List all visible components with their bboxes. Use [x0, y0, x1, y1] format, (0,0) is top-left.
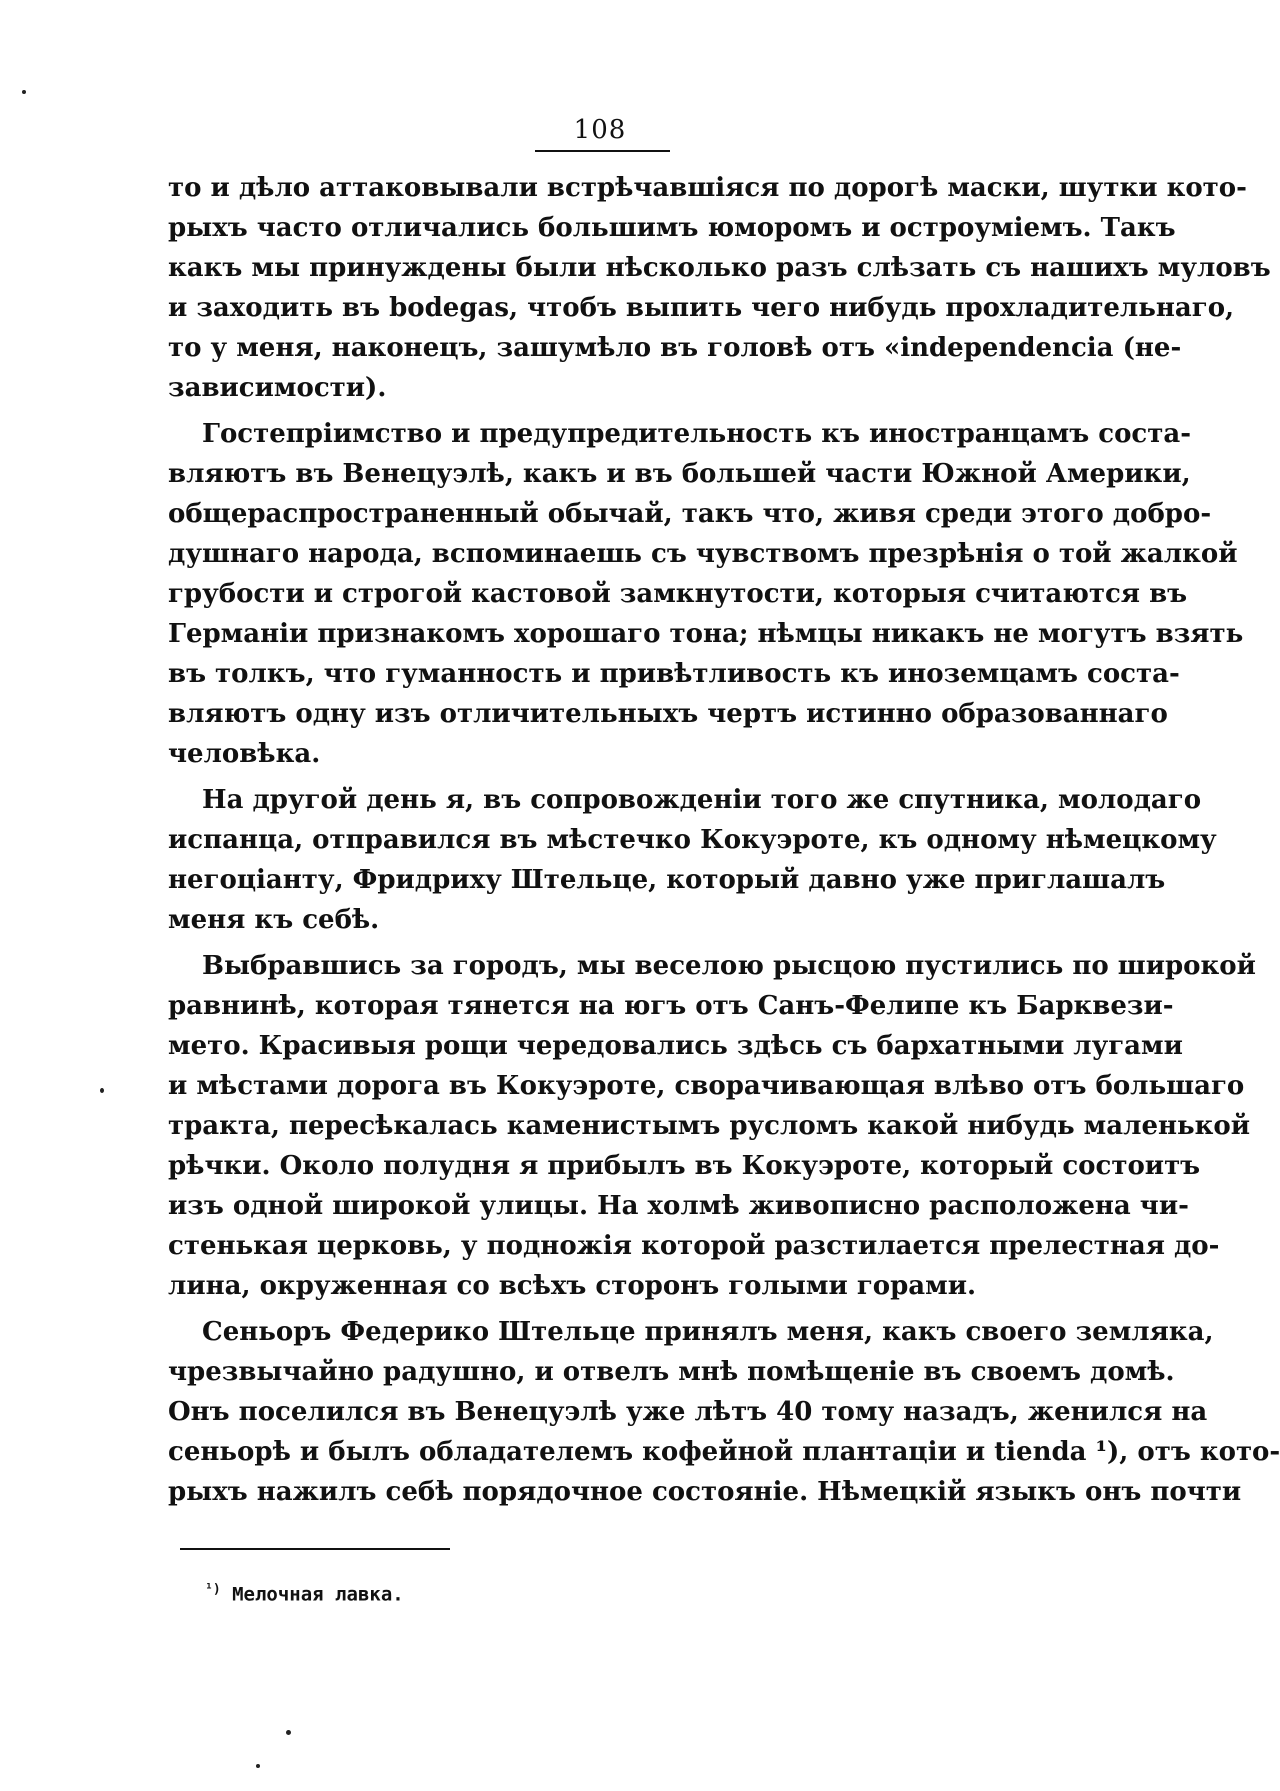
footnote-divider	[180, 1548, 450, 1550]
paragraph	[168, 946, 1256, 1306]
paragraph	[168, 168, 1271, 408]
text-line: вляютъ въ Венецуэлѣ, какъ и въ большей части Южной Америки,	[168, 459, 1191, 489]
paragraph	[168, 1312, 1280, 1512]
footnote-text: Мелочная лавка.	[232, 1583, 404, 1606]
text-line: рыхъ часто отличались большимъ юморомъ и остроуміемъ. Такъ	[168, 213, 1176, 243]
scan-speck	[256, 1764, 260, 1768]
text-line: зависимости).	[168, 373, 387, 403]
scan-speck	[286, 1730, 291, 1735]
footnote	[205, 1575, 404, 1609]
text-line: сеньорѣ и былъ обладателемъ кофейной плантаціи и tienda ¹), отъ кото-	[168, 1437, 1280, 1467]
text-line: равнинѣ, которая тянется на югъ отъ Санъ-Фелипе къ Барквези-	[168, 991, 1174, 1021]
scan-speck	[22, 90, 26, 94]
text-line: рѣчки. Около полудня я прибылъ въ Кокуэроте, который состоитъ	[168, 1151, 1201, 1181]
text-line: въ толкъ, что гуманность и привѣтливость къ иноземцамъ соста-	[168, 659, 1180, 689]
text-line: изъ одной широкой улицы. На холмѣ живописно расположена чи-	[168, 1191, 1189, 1221]
text-line: чрезвычайно радушно, и отвелъ мнѣ помѣщеніе въ своемъ домѣ.	[168, 1357, 1175, 1387]
text-line: то у меня, наконецъ, зашумѣло въ головѣ отъ «independencia (не-	[168, 333, 1182, 363]
text-line: Онъ поселился въ Венецуэлѣ уже лѣтъ 40 тому назадъ, женился на	[168, 1397, 1208, 1427]
text-line: Гостепріимство и предупредительность къ иностранцамъ соста-	[202, 419, 1192, 449]
scan-speck	[100, 1088, 104, 1093]
body-text	[168, 168, 1280, 1512]
text-line: общераспространенный обычай, такъ что, живя среди этого добро-	[168, 499, 1212, 529]
text-line: вляютъ одну изъ отличительныхъ чертъ истинно образованнаго	[168, 699, 1168, 729]
text-line: и мѣстами дорога въ Кокуэроте, сворачивающая влѣво отъ большаго	[168, 1071, 1245, 1101]
paragraph	[168, 780, 1217, 940]
page-number: 108	[573, 115, 627, 145]
text-line: негоціанту, Фридриху Штельце, который давно уже приглашалъ	[168, 865, 1166, 895]
text-line: и заходить въ bodegas, чтобъ выпить чего нибудь прохладительнаго,	[168, 293, 1235, 323]
text-line: какъ мы принуждены были нѣсколько разъ слѣзать съ нашихъ муловъ	[168, 253, 1271, 283]
text-line: стенькая церковь, у подножія которой разстилается прелестная до-	[168, 1231, 1220, 1261]
text-line: На другой день я, въ сопровожденіи того же спутника, молодаго	[202, 785, 1202, 815]
text-line: рыхъ нажилъ себѣ порядочное состояніе. Нѣмецкій языкъ онъ почти	[168, 1477, 1242, 1507]
text-line: мето. Красивыя рощи чередовались здѣсь съ бархатными лугами	[168, 1031, 1183, 1061]
text-line: грубости и строгой кастовой замкнутости, которыя считаются въ	[168, 579, 1188, 609]
text-line: тракта, пересѣкалась каменистымъ русломъ какой нибудь маленькой	[168, 1111, 1251, 1141]
text-line: то и дѣло аттаковывали встрѣчавшіяся по дорогѣ маски, шутки кото-	[168, 173, 1247, 203]
footnote-marker: ¹)	[205, 1582, 221, 1597]
text-line: меня къ себѣ.	[168, 905, 380, 935]
text-line: Сеньоръ Федерико Штельце принялъ меня, какъ своего земляка,	[202, 1317, 1214, 1347]
text-line: испанца, отправился въ мѣстечко Кокуэроте, къ одному нѣмецкому	[168, 825, 1217, 855]
paragraph	[168, 414, 1244, 774]
page-number-underline	[535, 150, 670, 152]
text-line: человѣка.	[168, 739, 321, 769]
text-line: лина, окруженная со всѣхъ сторонъ голыми горами.	[168, 1271, 977, 1301]
text-line: душнаго народа, вспоминаешь съ чувствомъ презрѣнія о той жалкой	[168, 539, 1238, 569]
text-line: Выбравшись за городъ, мы веселою рысцою пустились по широкой	[202, 951, 1256, 981]
text-line: Германіи признакомъ хорошаго тона; нѣмцы никакъ не могутъ взять	[168, 619, 1244, 649]
